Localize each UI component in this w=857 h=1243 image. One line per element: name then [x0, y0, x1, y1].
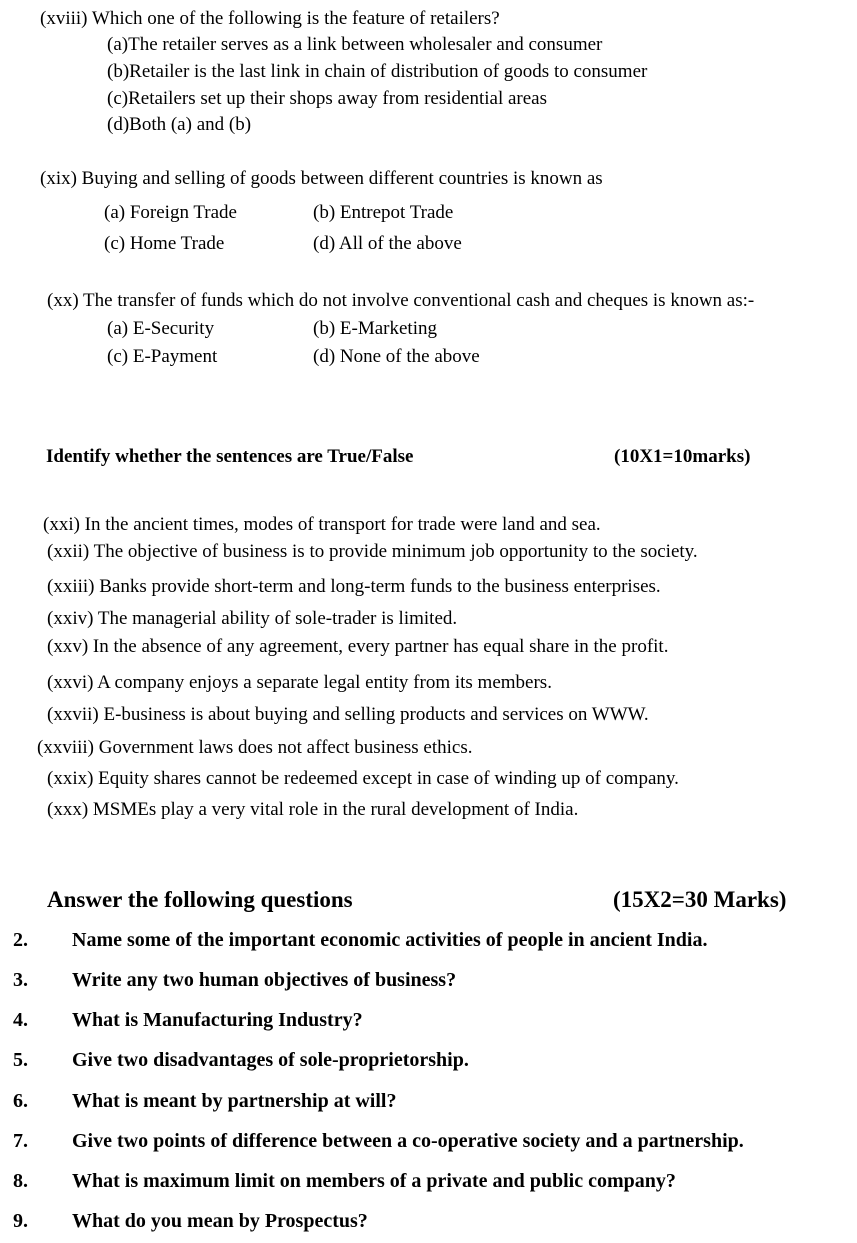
option-c: (c)Retailers set up their shops away from residential areas	[107, 88, 548, 109]
section-heading-short-answer: Answer the following questions	[47, 887, 353, 912]
question-text: Give two points of difference between a co-operative society and a partnership.	[72, 1130, 744, 1152]
tf-statement: (xxiv) The managerial ability of sole-trader is limited.	[47, 608, 458, 629]
section-marks: (15X2=30 Marks)	[613, 887, 787, 912]
section-marks: (10X1=10marks)	[614, 446, 751, 467]
option-b: (b) Entrepot Trade	[313, 202, 454, 223]
option-d: (d)Both (a) and (b)	[107, 114, 252, 135]
section-heading-true-false: Identify whether the sentences are True/False	[46, 446, 414, 467]
tf-statement: (xxvi) A company enjoys a separate legal entity from its members.	[47, 672, 552, 693]
option-a: (a) E-Security	[107, 318, 215, 339]
tf-statement: (xxiii) Banks provide short-term and long-term funds to the business enterprises.	[47, 576, 661, 597]
question-number: 8.	[13, 1170, 28, 1192]
option-d: (d) None of the above	[313, 346, 480, 367]
question-number: 2.	[13, 929, 28, 951]
question-text: Give two disadvantages of sole-proprietorship.	[72, 1049, 469, 1071]
question-text: What is maximum limit on members of a private and public company?	[72, 1170, 676, 1192]
tf-statement: (xxx) MSMEs play a very vital role in the rural development of India.	[47, 799, 579, 820]
question-text: Name some of the important economic activities of people in ancient India.	[72, 929, 708, 951]
tf-statement: (xxix) Equity shares cannot be redeemed except in case of winding up of company.	[47, 768, 679, 789]
option-c: (c) Home Trade	[104, 233, 225, 254]
tf-statement: (xxii) The objective of business is to provide minimum job opportunity to the society.	[47, 541, 698, 562]
question-number: 5.	[13, 1049, 28, 1071]
option-a: (a) Foreign Trade	[104, 202, 237, 223]
tf-statement: (xxv) In the absence of any agreement, every partner has equal share in the profit.	[47, 636, 669, 657]
tf-statement: (xxi) In the ancient times, modes of transport for trade were land and sea.	[43, 514, 601, 535]
tf-statement: (xxvii) E-business is about buying and selling products and services on WWW.	[47, 704, 649, 725]
question-number: 3.	[13, 969, 28, 991]
option-b: (b) E-Marketing	[313, 318, 437, 339]
question-number: 7.	[13, 1130, 28, 1152]
question-stem-xix: (xix) Buying and selling of goods between different countries is known as	[40, 168, 603, 189]
option-a: (a)The retailer serves as a link between wholesaler and consumer	[107, 34, 603, 55]
option-d: (d) All of the above	[313, 233, 462, 254]
question-text: What is meant by partnership at will?	[72, 1090, 397, 1112]
question-text: What do you mean by Prospectus?	[72, 1210, 368, 1232]
question-text: Write any two human objectives of business?	[72, 969, 457, 991]
question-text: What is Manufacturing Industry?	[72, 1009, 363, 1031]
option-c: (c) E-Payment	[107, 346, 218, 367]
question-number: 4.	[13, 1009, 28, 1031]
question-stem-xx: (xx) The transfer of funds which do not involve conventional cash and cheques is known as:-	[47, 290, 755, 311]
question-number: 9.	[13, 1210, 28, 1232]
question-stem-xviii: (xviii) Which one of the following is the feature of retailers?	[40, 8, 500, 29]
option-b: (b)Retailer is the last link in chain of distribution of goods to consumer	[107, 61, 648, 82]
question-number: 6.	[13, 1090, 28, 1112]
tf-statement: (xxviii) Government laws does not affect business ethics.	[37, 737, 473, 758]
